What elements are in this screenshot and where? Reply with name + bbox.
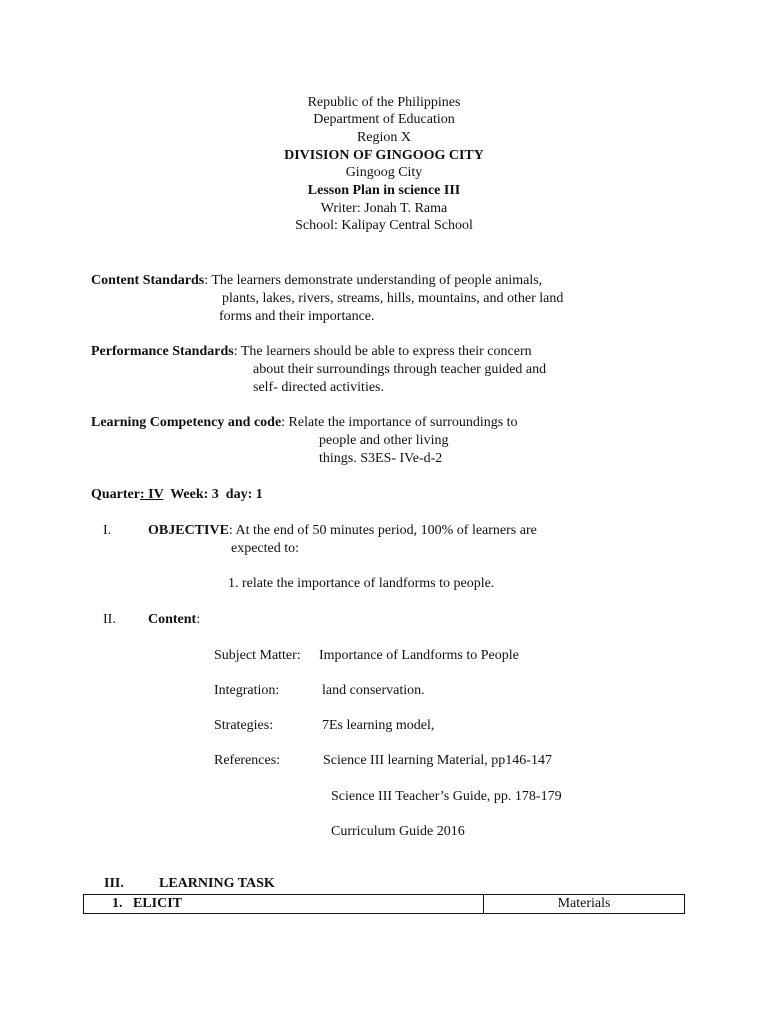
- elicit-cell: 1. ELICIT: [84, 895, 484, 914]
- objective-line1: [148, 522, 537, 540]
- header-division: DIVISION OF GINGOOG CITY: [284, 148, 484, 163]
- header-department: Department of Education: [313, 112, 455, 127]
- subject-matter-label: Subject Matter:: [214, 648, 301, 663]
- references-value-3: Curriculum Guide 2016: [331, 824, 465, 839]
- references-value-2: Science III Teacher’s Guide, pp. 178-179: [331, 789, 562, 804]
- content-heading: [148, 611, 200, 629]
- objective-item1: 1. relate the importance of landforms to people.: [228, 576, 495, 591]
- header-writer: Writer: Jonah T. Rama: [320, 201, 448, 216]
- objective-line2: expected to:: [231, 541, 300, 556]
- quarter-week-day: Week: 3 day: 1: [163, 487, 263, 502]
- learning-competency-text1: : Relate the importance of surroundings to: [281, 415, 518, 430]
- performance-standards-label: Performance Standards: [91, 344, 234, 359]
- header-lesson-plan: Lesson Plan in science III: [307, 183, 461, 198]
- materials-cell: Materials: [484, 895, 685, 914]
- content-standards-line1: [91, 272, 542, 290]
- performance-standards-line1: [91, 343, 532, 361]
- header-city: Gingoog City: [345, 165, 423, 180]
- learning-task-label: LEARNING TASK: [159, 876, 275, 891]
- performance-standards-line3: self- directed activities.: [253, 380, 384, 395]
- content-colon: :: [196, 612, 201, 627]
- strategies-label: Strategies:: [214, 718, 274, 733]
- references-label: References:: [214, 753, 281, 768]
- learning-competency-line1: [91, 414, 518, 432]
- objective-label: OBJECTIVE: [148, 523, 229, 538]
- performance-standards-text1: : The learners should be able to express their concern: [233, 344, 532, 359]
- quarter-label: Quarter: [91, 487, 140, 502]
- content-standards-line3: forms and their importance.: [219, 309, 375, 324]
- header-school: School: Kalipay Central School: [295, 218, 473, 233]
- header-republic: Republic of the Philippines: [307, 95, 461, 110]
- learning-competency-label: Learning Competency and code: [91, 415, 282, 430]
- learning-competency-line2: people and other living: [319, 433, 449, 448]
- content-numeral: II.: [103, 612, 116, 627]
- performance-standards-line2: about their surroundings through teacher guided and: [253, 362, 547, 377]
- quarter-line: [91, 486, 263, 504]
- quarter-value: : IV: [139, 487, 164, 502]
- objective-numeral: I.: [103, 523, 112, 538]
- references-value-1: Science III learning Material, pp146-147: [323, 753, 552, 768]
- integration-value: land conservation.: [322, 683, 425, 698]
- objective-text1: : At the end of 50 minutes period, 100% of learners are: [228, 523, 537, 538]
- learning-task-numeral: III.: [104, 876, 124, 891]
- learning-task-table: [83, 894, 685, 914]
- content-standards-text1: : The learners demonstrate understanding of people animals,: [204, 273, 543, 288]
- strategies-value: 7Es learning model,: [322, 718, 435, 733]
- header-region: Region X: [356, 130, 412, 145]
- subject-matter-value: Importance of Landforms to People: [319, 648, 519, 663]
- table-row: [84, 895, 685, 914]
- content-label: Content: [148, 612, 197, 627]
- learning-competency-line3: things. S3ES- IVe-d-2: [319, 451, 443, 466]
- content-standards-line2: plants, lakes, rivers, streams, hills, mountains, and other land: [222, 291, 564, 306]
- content-standards-label: Content Standards: [91, 273, 205, 288]
- integration-label: Integration:: [214, 683, 280, 698]
